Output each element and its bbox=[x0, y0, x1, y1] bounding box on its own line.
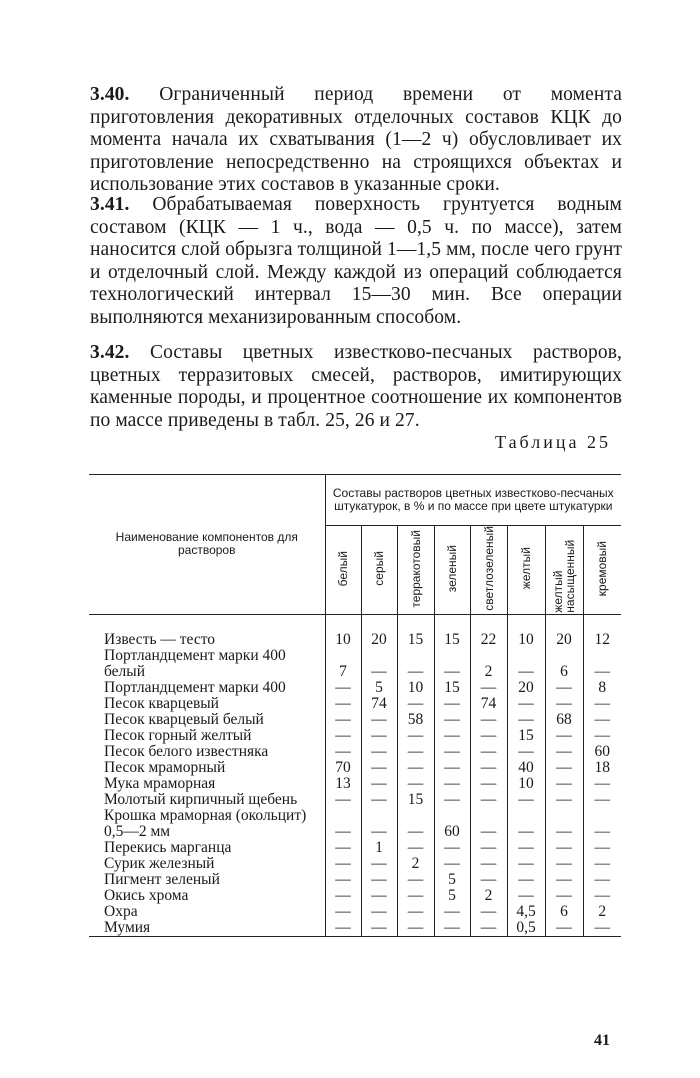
value-cell: 20 bbox=[545, 632, 583, 648]
value-cell: — bbox=[325, 792, 361, 808]
value-cell: 8 bbox=[583, 680, 621, 696]
component-name-text: Песок горный желтый bbox=[104, 726, 252, 744]
value-cell: — bbox=[325, 712, 361, 728]
column-header-label: желтый bbox=[519, 547, 533, 590]
value-cell: 10 bbox=[507, 776, 545, 792]
table-row bbox=[89, 776, 621, 792]
column-header bbox=[470, 526, 507, 615]
value-cell: — bbox=[583, 840, 621, 856]
paragraph-3-42 bbox=[90, 342, 622, 432]
value-cell: — bbox=[545, 696, 583, 712]
value-cell: — bbox=[507, 712, 545, 728]
column-header-label: желтый насыщенный bbox=[551, 539, 577, 613]
component-name bbox=[89, 856, 325, 872]
paragraph-text: Ограниченный период времени от момента приготовления декоративных отделочных составов КЦК до момента начала их схватывания (1—2 ч) обусловливает их приготовление непосредственно на строящихся объектах и использование этих составов в указанные сроки. bbox=[90, 84, 622, 196]
page-number: 41 bbox=[594, 1032, 610, 1049]
table-row bbox=[89, 920, 621, 937]
value-cell: — bbox=[545, 920, 583, 937]
value-cell: — bbox=[470, 712, 507, 728]
component-name-text: Окись хрома bbox=[104, 886, 189, 904]
value-cell: 70 bbox=[325, 760, 361, 776]
component-name-text: Сурик железный bbox=[104, 854, 215, 872]
value-cell: — bbox=[507, 696, 545, 712]
value-cell: 68 bbox=[545, 712, 583, 728]
value-cell: — bbox=[361, 744, 397, 760]
column-header-label: кремовый bbox=[595, 540, 610, 596]
value-cell: — bbox=[325, 888, 361, 904]
table-row bbox=[89, 728, 621, 744]
value-cell: — bbox=[397, 728, 434, 744]
column-header-label: зеленый bbox=[445, 544, 459, 592]
group-header: Составы растворов цветных известково-песчаных штукатурок, в % и по массе при цвете штукатурки bbox=[325, 475, 621, 526]
column-header bbox=[507, 526, 545, 615]
value-cell: — bbox=[507, 856, 545, 872]
component-name-text: Мука мраморная bbox=[104, 774, 216, 792]
value-cell: — bbox=[434, 744, 470, 760]
value-cell: — bbox=[583, 872, 621, 888]
table-row bbox=[89, 808, 621, 840]
value-cell: — bbox=[325, 904, 361, 920]
value-cell: — bbox=[325, 856, 361, 872]
value-cell: — bbox=[583, 696, 621, 712]
value-cell: — bbox=[361, 888, 397, 904]
value-cell: — bbox=[434, 696, 470, 712]
value-cell: — bbox=[361, 792, 397, 808]
value-cell: — bbox=[545, 744, 583, 760]
component-name-text: Мумия bbox=[104, 918, 151, 936]
value-cell: — bbox=[397, 888, 434, 904]
table-row bbox=[89, 744, 621, 760]
value-cell: — bbox=[507, 888, 545, 904]
component-name-text: Портландцемент марки 400 bbox=[104, 678, 286, 696]
value-cell: 13 bbox=[325, 776, 361, 792]
value-cell: — bbox=[470, 920, 507, 937]
value-cell: — bbox=[583, 808, 621, 840]
value-cell: — bbox=[507, 744, 545, 760]
value-cell: 15 bbox=[434, 680, 470, 696]
value-cell: 10 bbox=[397, 680, 434, 696]
value-cell: — bbox=[545, 776, 583, 792]
value-cell: — bbox=[470, 904, 507, 920]
value-cell: — bbox=[545, 680, 583, 696]
component-name-text: Песок кварцевый bbox=[104, 694, 219, 712]
paragraph-number: 3.41. bbox=[90, 194, 130, 215]
value-cell: — bbox=[545, 840, 583, 856]
value-cell: — bbox=[325, 680, 361, 696]
component-name-text: Пигмент зеленый bbox=[104, 870, 220, 888]
value-cell: — bbox=[434, 792, 470, 808]
value-cell: — bbox=[470, 808, 507, 840]
value-cell: — bbox=[583, 776, 621, 792]
value-cell: — bbox=[325, 696, 361, 712]
value-cell: 7 bbox=[325, 648, 361, 680]
component-name bbox=[89, 632, 325, 648]
value-cell: — bbox=[470, 728, 507, 744]
paragraph-text: Обрабатываемая поверхность грунтуется водным составом (КЦК — 1 ч., вода — 0,5 ч. по массе), затем наносится слой обрызга толщиной 1—1,5 мм, после чего грунт и отделочный слой. Между каждой из операций соблюдается технологический интервал 15—30 мин. Все операции выполняются механизированным способом. bbox=[90, 194, 622, 328]
value-cell: — bbox=[583, 920, 621, 937]
column-header bbox=[325, 526, 361, 615]
value-cell: — bbox=[583, 792, 621, 808]
paragraph-3-41 bbox=[90, 194, 622, 330]
column-header bbox=[397, 526, 434, 615]
value-cell: — bbox=[397, 744, 434, 760]
value-cell: — bbox=[361, 760, 397, 776]
value-cell: 74 bbox=[361, 696, 397, 712]
value-cell: 40 bbox=[507, 760, 545, 776]
value-cell: — bbox=[361, 728, 397, 744]
column-header-label: белый bbox=[336, 550, 350, 587]
value-cell: — bbox=[397, 808, 434, 840]
column-header-label: серый bbox=[372, 551, 386, 586]
table-row bbox=[89, 696, 621, 712]
component-name bbox=[89, 648, 325, 680]
component-name bbox=[89, 760, 325, 776]
value-cell: — bbox=[361, 712, 397, 728]
value-cell: 60 bbox=[583, 744, 621, 760]
component-name bbox=[89, 680, 325, 696]
value-cell: 5 bbox=[361, 680, 397, 696]
value-cell: — bbox=[361, 920, 397, 937]
value-cell: 2 bbox=[470, 888, 507, 904]
value-cell: — bbox=[507, 648, 545, 680]
value-cell: — bbox=[361, 872, 397, 888]
value-cell: 20 bbox=[507, 680, 545, 696]
component-name bbox=[89, 808, 325, 840]
component-name bbox=[89, 920, 325, 937]
value-cell: — bbox=[361, 648, 397, 680]
table-row bbox=[89, 872, 621, 888]
table-row bbox=[89, 680, 621, 696]
value-cell: — bbox=[507, 808, 545, 840]
value-cell: — bbox=[434, 728, 470, 744]
table-row bbox=[89, 840, 621, 856]
value-cell: — bbox=[545, 872, 583, 888]
component-name-text: Молотый кирпичный щебень bbox=[104, 790, 298, 808]
value-cell: — bbox=[470, 792, 507, 808]
column-header bbox=[434, 526, 470, 615]
paragraph-number: 3.42. bbox=[90, 342, 130, 363]
value-cell: — bbox=[397, 840, 434, 856]
value-cell: 15 bbox=[434, 632, 470, 648]
value-cell: 4,5 bbox=[507, 904, 545, 920]
value-cell: — bbox=[361, 776, 397, 792]
value-cell: — bbox=[361, 808, 397, 840]
value-cell: 15 bbox=[507, 728, 545, 744]
paragraph-3-40 bbox=[90, 84, 622, 197]
table-row bbox=[89, 888, 621, 904]
value-cell: 12 bbox=[583, 632, 621, 648]
table-row bbox=[89, 712, 621, 728]
value-cell: — bbox=[470, 872, 507, 888]
value-cell: — bbox=[434, 840, 470, 856]
value-cell: 2 bbox=[470, 648, 507, 680]
value-cell: — bbox=[397, 776, 434, 792]
value-cell: — bbox=[325, 808, 361, 840]
value-cell: — bbox=[434, 904, 470, 920]
value-cell: 74 bbox=[470, 696, 507, 712]
value-cell: — bbox=[434, 856, 470, 872]
value-cell: — bbox=[325, 728, 361, 744]
composition-table bbox=[89, 474, 621, 937]
column-header-label: светлозеленый bbox=[481, 526, 496, 611]
value-cell: — bbox=[397, 920, 434, 937]
value-cell: — bbox=[583, 856, 621, 872]
value-cell: 60 bbox=[434, 808, 470, 840]
table-row bbox=[89, 632, 621, 648]
component-name bbox=[89, 776, 325, 792]
value-cell: — bbox=[507, 792, 545, 808]
column-header-label: терракотовый bbox=[408, 529, 423, 608]
value-cell: — bbox=[470, 760, 507, 776]
value-cell: 10 bbox=[325, 632, 361, 648]
value-cell: — bbox=[361, 904, 397, 920]
value-cell: — bbox=[470, 840, 507, 856]
value-cell: — bbox=[434, 920, 470, 937]
component-name-text: Песок белого известняка bbox=[104, 742, 269, 760]
value-cell: — bbox=[361, 856, 397, 872]
component-name bbox=[89, 872, 325, 888]
component-name bbox=[89, 888, 325, 904]
value-cell: 18 bbox=[583, 760, 621, 776]
value-cell: — bbox=[397, 760, 434, 776]
table-row bbox=[89, 904, 621, 920]
value-cell: — bbox=[325, 872, 361, 888]
value-cell: — bbox=[325, 840, 361, 856]
value-cell: 6 bbox=[545, 648, 583, 680]
value-cell: 20 bbox=[361, 632, 397, 648]
value-cell: 2 bbox=[583, 904, 621, 920]
value-cell: — bbox=[325, 920, 361, 937]
value-cell: — bbox=[434, 760, 470, 776]
value-cell: 22 bbox=[470, 632, 507, 648]
component-name-text: Песок мраморный bbox=[104, 758, 226, 776]
component-name-text: Перекись марганца bbox=[104, 838, 232, 856]
component-name bbox=[89, 904, 325, 920]
value-cell: — bbox=[545, 728, 583, 744]
value-cell: — bbox=[545, 808, 583, 840]
value-cell: — bbox=[434, 776, 470, 792]
paragraph-number: 3.40. bbox=[90, 84, 130, 105]
value-cell: 58 bbox=[397, 712, 434, 728]
value-cell: 5 bbox=[434, 872, 470, 888]
value-cell: — bbox=[470, 776, 507, 792]
value-cell: — bbox=[470, 680, 507, 696]
value-cell: 15 bbox=[397, 792, 434, 808]
value-cell: — bbox=[434, 648, 470, 680]
value-cell: — bbox=[470, 856, 507, 872]
value-cell: — bbox=[470, 744, 507, 760]
paragraph-text: Составы цветных известково-песчаных растворов, цветных терразитовых смесей, растворов, имитирующих каменные породы, и процентное соотношение их компонентов по массе приведены в табл. 25, 26 и 27. bbox=[90, 342, 622, 431]
component-name-header: Наименование компонентов для растворов bbox=[89, 475, 325, 615]
value-cell: 2 bbox=[397, 856, 434, 872]
value-cell: — bbox=[397, 872, 434, 888]
value-cell: 5 bbox=[434, 888, 470, 904]
component-name bbox=[89, 728, 325, 744]
value-cell: — bbox=[583, 648, 621, 680]
value-cell: 10 bbox=[507, 632, 545, 648]
value-cell: 1 bbox=[361, 840, 397, 856]
component-name-text: Песок кварцевый белый bbox=[104, 710, 264, 728]
component-name bbox=[89, 840, 325, 856]
table-row bbox=[89, 760, 621, 776]
component-name bbox=[89, 792, 325, 808]
value-cell: — bbox=[397, 904, 434, 920]
value-cell: — bbox=[434, 712, 470, 728]
value-cell: — bbox=[545, 888, 583, 904]
component-name bbox=[89, 712, 325, 728]
value-cell: — bbox=[397, 648, 434, 680]
component-name-text: Крошка мраморная (окольцит) 0,5—2 мм bbox=[104, 806, 307, 840]
value-cell: — bbox=[507, 872, 545, 888]
value-cell: — bbox=[583, 728, 621, 744]
value-cell: 15 bbox=[397, 632, 434, 648]
component-name-text: Охра bbox=[104, 902, 138, 920]
value-cell: — bbox=[325, 744, 361, 760]
value-cell: — bbox=[583, 712, 621, 728]
component-name-text: Портландцемент марки 400 белый bbox=[104, 646, 286, 680]
value-cell: — bbox=[545, 760, 583, 776]
value-cell: — bbox=[397, 696, 434, 712]
value-cell: 6 bbox=[545, 904, 583, 920]
value-cell: — bbox=[583, 888, 621, 904]
table-row bbox=[89, 856, 621, 872]
table-row bbox=[89, 792, 621, 808]
value-cell: — bbox=[545, 856, 583, 872]
column-header bbox=[545, 526, 583, 615]
table-row bbox=[89, 648, 621, 680]
column-header bbox=[583, 526, 621, 615]
component-name bbox=[89, 696, 325, 712]
component-name bbox=[89, 744, 325, 760]
value-cell: — bbox=[545, 792, 583, 808]
value-cell: 0,5 bbox=[507, 920, 545, 937]
value-cell: — bbox=[507, 840, 545, 856]
table-caption: Таблица 25 bbox=[495, 432, 611, 452]
column-header bbox=[361, 526, 397, 615]
component-name-text: Известь — тесто bbox=[104, 630, 216, 648]
